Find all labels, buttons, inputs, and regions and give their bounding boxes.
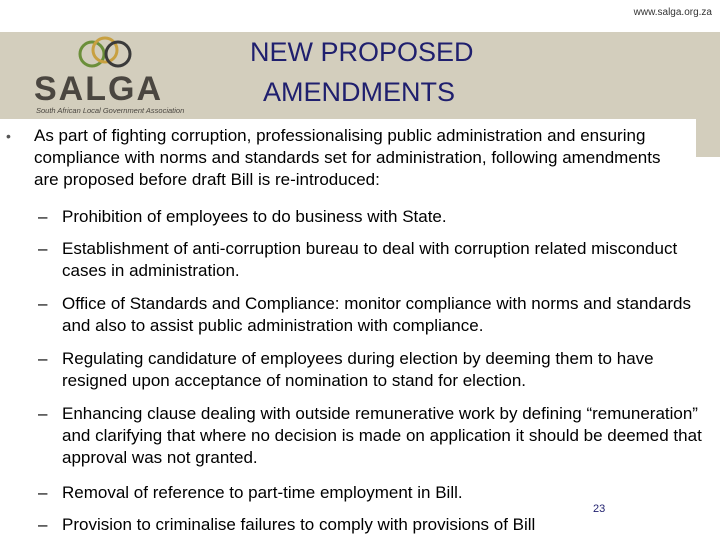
dash-icon: –	[38, 483, 48, 502]
intro-text: As part of fighting corruption, professionalising public administration and ensuring compliance with norms and standards set for administration, following amendments are proposed before draft Bill is re-introduced:	[34, 126, 661, 189]
page-title-line2: AMENDMENTS	[263, 77, 456, 107]
top-strip	[0, 0, 720, 32]
dash-icon: –	[38, 239, 48, 258]
logo-emblem-icon	[70, 36, 140, 70]
website-url: www.salga.org.za	[633, 7, 712, 18]
page-number: 23	[593, 503, 606, 515]
page-title-line1: NEW PROPOSED	[250, 37, 474, 67]
bullet-icon: •	[6, 128, 11, 144]
dash-icon: –	[38, 207, 48, 226]
logo-wordmark: SALGA	[34, 70, 163, 108]
dash-icon: –	[38, 294, 48, 313]
dash-icon: –	[38, 349, 48, 368]
decorative-bar	[696, 119, 720, 157]
dash-icon: –	[38, 515, 48, 534]
dash-icon: –	[38, 404, 48, 423]
logo-tagline: South African Local Government Association	[36, 106, 185, 115]
